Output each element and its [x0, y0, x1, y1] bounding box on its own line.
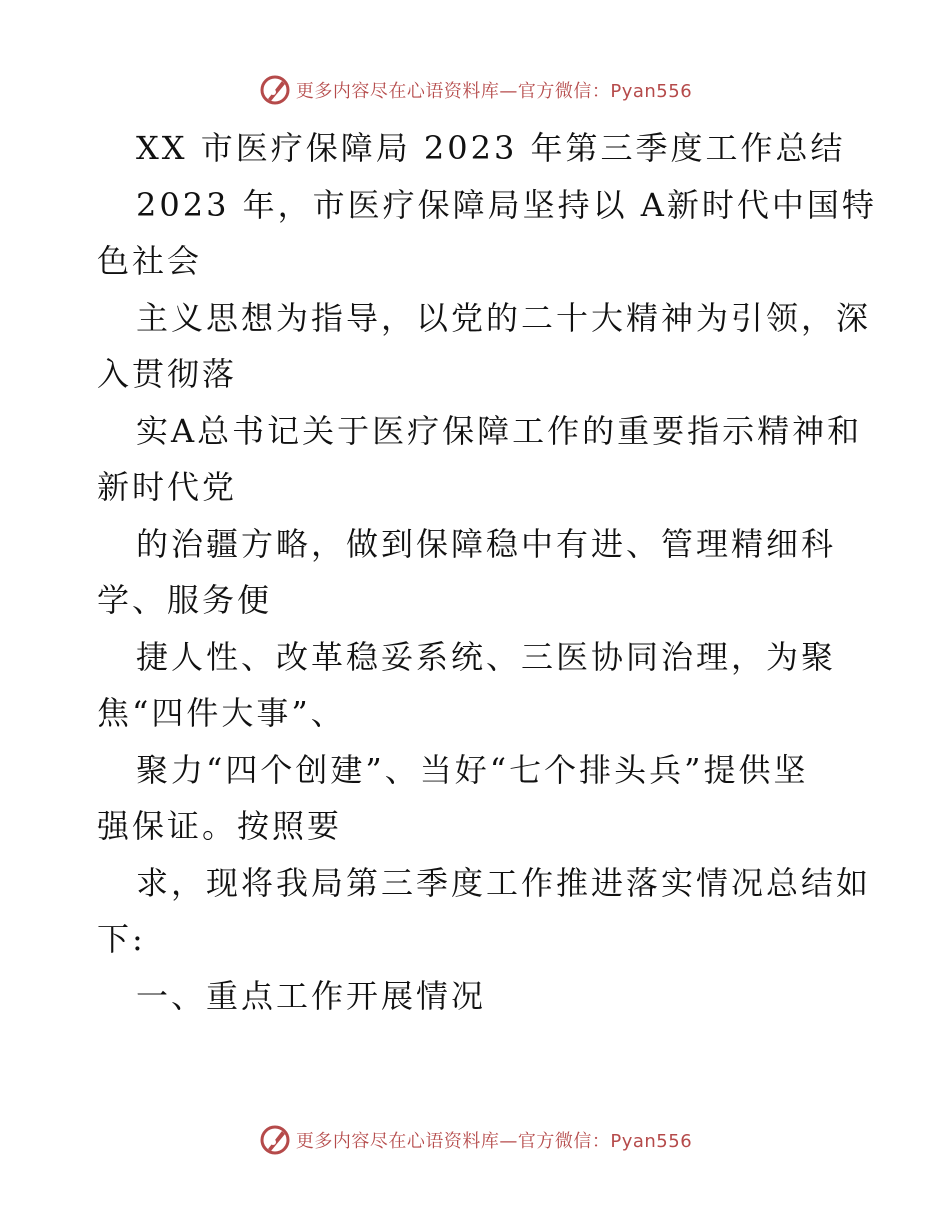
header-watermark: [0, 72, 950, 108]
text-line: 一、重点工作开展情况: [136, 976, 487, 1015]
text-line: 强保证。按照要: [97, 807, 343, 845]
text-line: 下:: [97, 920, 146, 958]
footer-watermark: [0, 1122, 950, 1158]
watermark-text: 更多内容尽在心语资料库—官方微信：Pyan556: [295, 81, 693, 102]
document-body: [97, 120, 877, 1024]
text-line: 2023 年，市医疗保障局坚持以 A新时代中国特: [136, 185, 877, 224]
text-line: 学、服务便: [97, 581, 273, 619]
text-line: 主义思想为指导，以党的二十大精神为引领，深: [136, 298, 872, 337]
text-line: 入贯彻落: [97, 355, 238, 393]
text-line: 新时代党: [97, 468, 238, 506]
text-line: 求，现将我局第三季度工作推进落实情况总结如: [136, 863, 872, 902]
text-line: 聚力“四个创建”、当好“七个排头兵”提供坚: [136, 750, 809, 789]
text-line: 实A总书记关于医疗保障工作的重要指示精神和: [136, 411, 863, 450]
text-line: 的治疆方略，做到保障稳中有进、管理精细科: [136, 524, 837, 563]
quill-seal-icon: [258, 1123, 292, 1157]
text-line: 焦“四件大事”、: [97, 694, 346, 732]
watermark-text: 更多内容尽在心语资料库—官方微信：Pyan556: [295, 1131, 693, 1152]
text-line: 捷人性、改革稳妥系统、三医协同治理，为聚: [136, 637, 837, 676]
text-line: 色社会: [97, 242, 203, 280]
quill-seal-icon: [258, 73, 292, 107]
document-title: XX 市医疗保障局 2023 年第三季度工作总结: [136, 129, 846, 167]
